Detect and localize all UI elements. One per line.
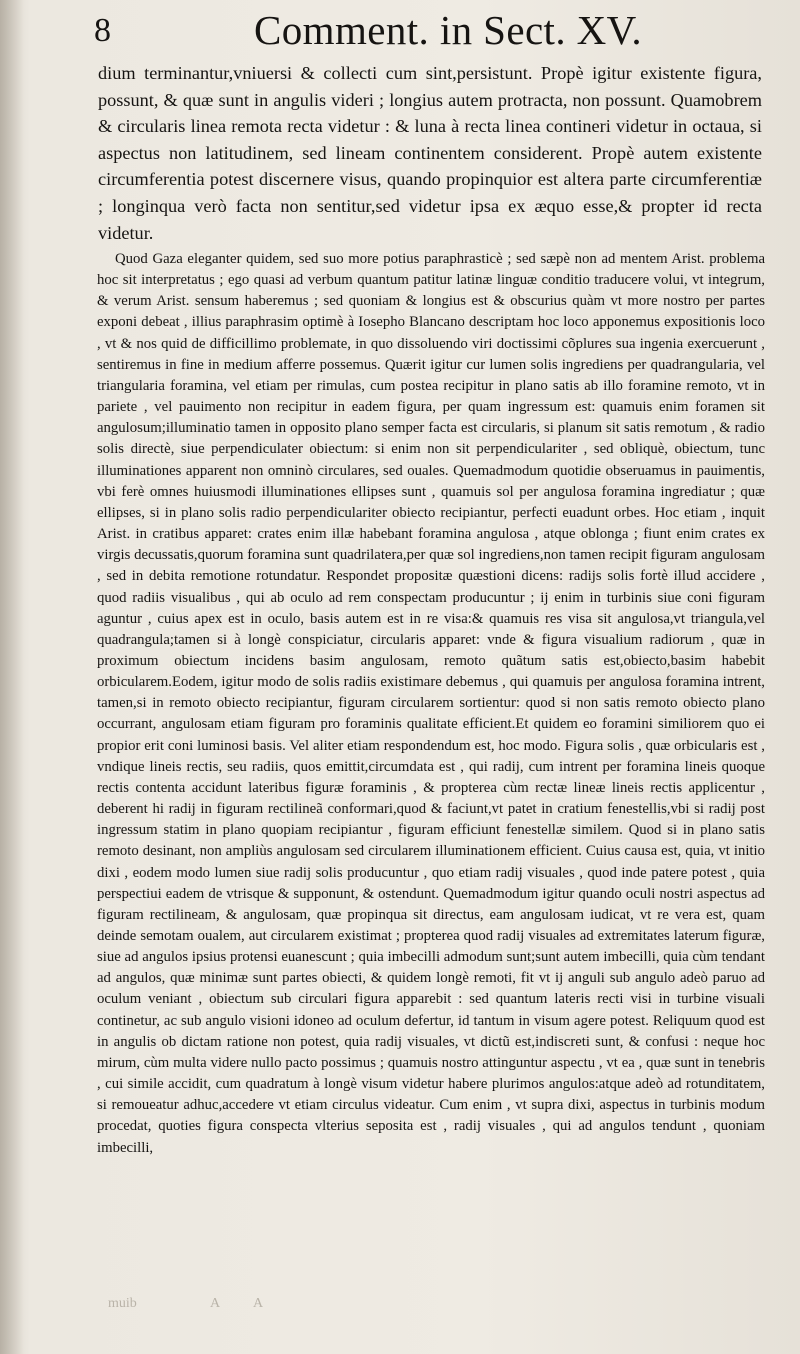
gutter-shadow xyxy=(0,0,24,1354)
commentary-text-block xyxy=(97,249,765,1159)
bleed-through-text: muib xyxy=(108,1296,137,1311)
translation-paragraph: dium terminantur,vniuersi & collecti cum sint,persistunt. Propè igitur existente figura, possunt, & quæ sunt in angulis videri ; longius autem protracta, non possunt. Quamobrem & circularis linea remota recta videtur : & luna à recta linea contineri videtur in octaua, si aspectus non latitudinem, sed lineam continentem considerent. Propè autem existente circumferentia potest discernere visus, quando propinquior est altera parte circumferentiæ ; longinqua verò facta non sentitur,sed videtur ipsa ex æquo esse,& propter id recta videtur. xyxy=(98,63,762,243)
commentary-paragraph: Quod Gaza eleganter quidem, sed suo more potius paraphrasticè ; sed sæpè non ad mentem Arist. problema hoc sit interpretatus ; ego quasi ad verbum quantum patitur latinæ linguæ conditio traducere volui, vt integrum, & verum Arist. sensum haberemus ; sed quoniam & longius est & obscurius quàm vt more nostro per partes exponi debeat , illius paraphrasim optimè à Iosepho Blancano descriptam hoc loco apponemus expositionis loco , vt & nos quid de difficillimo problemate, in quo dissoluendo viri doctissimi cõplures sua ingenia exercuerunt , sentiremus in fine in medium afferre possemus. Quærit igitur cur lumen solis ingrediens per quadrangularia, vel triangularia foramina, vel etiam per rimulas, cum postea recipitur in plano satis ab illo foramine remoto, vt in pariete , vel pauimento non recipitur in eadem figura, per quam ingressum est: quamuis enim foramen sit angulosum;illuminatio tamen in opposito plano semper facta est circularis, si planum sit satis remotum , & radio solis directè, siue perpendiculater obiectum: si enim non sit perpendiculariter , sed obliquè, obiectum, tunc illuminationes apparent non omninò circulares, sed ouales. Quemadmodum quotidie obseruamus in pauimentis, vbi ferè omnes huiusmodi illuminationes ellipses sunt , quamuis sol per angulosa foramina ingrediatur ; quæ ellipses, si in plano solis radio perpendiculariter obiecto recipiantur, perfecti euadunt orbes. Hoc etiam , inquit Arist. in cratibus apparet: crates enim illæ habebant foramina angulosa , atque oblonga ; fiunt enim crates ex virgis decussatis,quorum foramina sunt quadrilatera,per quæ sol ingrediens,non tamen recipit figuram angulosam , sed in debita remotione rotundatur. Respondet propositæ quæstioni dicens: radijs solis fortè illud accidere , quod radiis visualibus , qui ab oculo ad rem conspectam producuntur ; ij enim in turbinis siue coni figuram aguntur , cuius apex est in oculo, basis autem est in re visa:& quamuis res visa sit angulosa,vt triangula,vel quadrangula;tamen si à longè conspiciatur, circularis apparet: vnde & figura visualium radiorum , quæ in proximum obiectum incidens basim angulosam, remoto quãtum satis est,obiecto,basim habebit orbicularem.Eodem, igitur modo de solis radiis existimare debemus , qui quamuis per angulosa foramina intrent, tamen,si in remoto obiecto recipiantur, figuram circularem sortientur: quod si non satis remoto obiecto plano occurrant, angulosam etiam figuram pro foraminis qualitate efficient.Et quidem eo foramini similiorem quo ei propior erit coni luminosi basis. Vel aliter etiam respondendum est, hoc modo. Figura solis , quæ orbicularis est , vndique lineis rectis, seu radiis, quos emittit,circumdata est , qui radij, cum intrent per foramina lineis quoque rectis contenta accidunt lateribus figuræ foraminis , & propterea cùm rectæ lineæ lineis rectis applicentur , deberent hi radij in figuram rectilineã conformari,quod & faciunt,vt patet in cratium fenestellis,vbi si radij post ingressum statim in plano quopiam recipiantur , figuram efficiunt fenestellæ similem. Quod si in plano satis remoto desinant, non ampliùs angulosam sed circularem illuminationem efficient. Cuius causa est, quia, vt initio dixi , eodem modo lumen siue radij solis producuntur , quo etiam radij visuales , quod inde patere potest , quia perspectiui eadem de vtrisque & supponunt, & ostendunt. Quemadmodum igitur quando oculi nostri aspectus ad figuram rectilineam, & angulosam, quæ propinqua sit directus, eam angulosam iudicat, vt re vera est, quam deinde semotam oualem, aut circularem existimat ; propterea quod radij visuales ad extremitates laterum figuræ, siue ad angulos ipsius protensi euanescunt ; quia imbecilli admodum sunt;sunt autem imbecilli, quia cùm tendant ad angulos, quæ minimæ sunt partes obiecti, & quidem longè remoti, fit vt ij anguli sub angulo adeò paruo ad oculum veniant , obiectum sub circulari figura apparebit : sed quantum lateris recti visi in turbine visuali continetur, ac sub angulo visioni idoneo ad oculum defertur, id tantum in visum agere potest. Reliquum quod est in angulis ob dictam ratione non potest, quia radij visuales, vt dictũ est,indiscreti sunt, & confusi : neque hoc mirum, cùm multa videre nullo pacto possimus ; quamuis nostro attinguntur aspectu , vt ea , quæ sunt in tenebris , cui simile accidit, cum quadratum à longè visum videtur habere plurimos angulos:atque adeò ad rotunditatem, si remoueatur adhuc,accedere vt etiam circulus videatur. Cum enim , vt supra dixi, aspectus in turbinis modum procedat, quoties figura conspecta vlterius seposita est , radij visuales , qui ad angulos tendunt , quoniam imbecilli, xyxy=(97,251,765,1156)
running-header xyxy=(92,4,760,56)
bleed-through-text: A xyxy=(253,1296,264,1311)
translation-text-block xyxy=(98,60,762,246)
bleed-through-text: A xyxy=(210,1296,221,1311)
page-number: 8 xyxy=(94,12,111,49)
running-title: Comment. in Sect. XV. xyxy=(254,7,643,53)
